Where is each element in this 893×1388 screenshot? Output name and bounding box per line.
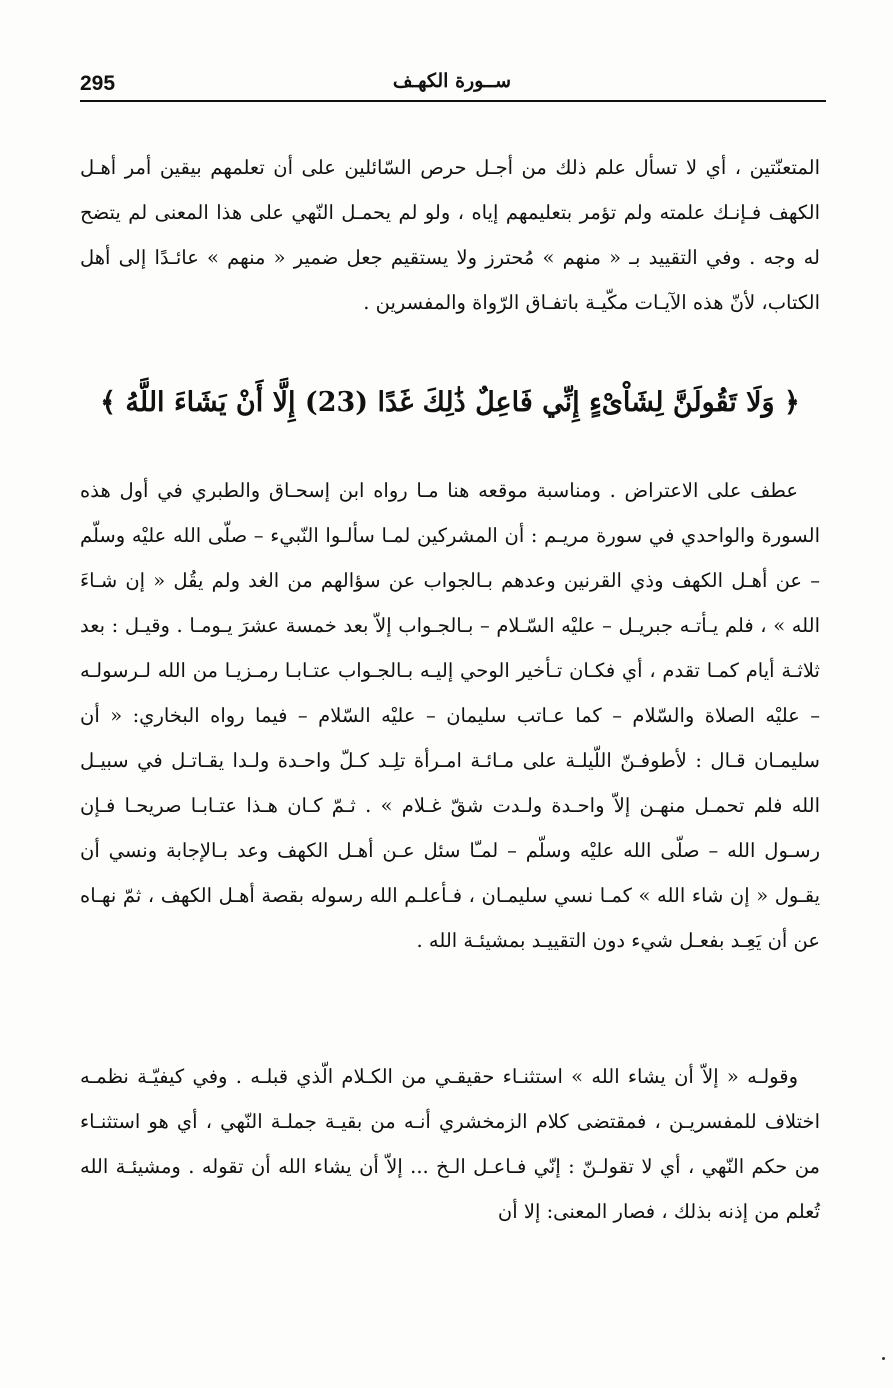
- surah-title: ســورة الكهـف: [392, 70, 512, 92]
- verse-text: وَلَا تَقُولَنَّ لِشَاْىْءٍ إِنِّي فَاعِلٌ ذَٰلِكَ غَدًا: [377, 387, 775, 418]
- running-header: [80, 68, 824, 100]
- closing-text: وقولـه « إلاّ أن يشاء الله » استثنـاء حقيقـي من الكـلام الّذي قبلـه . وفي كيفيّـة نظمـه اختلاف للمفسريـن ، فمقتضى كلام الزمخشري أنـه من بقيـة جملـة النّهي ، أي هو استثنـاء من حكم النّهي ، أي لا تقولـنّ : إنّي فـاعـل الـخ ... إلاّ أن يشاء الله أن تقوله . ومشيئـة الله تُعلم من إذنه بذلك ، فصار المعنى: إلا أن: [80, 1065, 820, 1223]
- quran-verse: [80, 378, 820, 428]
- verse-close-bracket: ﴾: [100, 387, 116, 418]
- header-rule: [80, 100, 826, 102]
- scan-speck: [882, 1357, 885, 1360]
- intro-paragraph: المتعنّتين ، أي لا تسأل علم ذلك من أجـل حرص السّائلين على أن تعلمهم بيقين أمر أهـل الكهف فـإنـك علمته ولم تؤمر بتعليمهم إياه ، ولو لم يحمـل النّهي على هذا المعنى لم يتضح له وجه . وفي التقييد بـ « منهم » مُحترز ولا يستقيم جعل ضمير « منهم » عائـدًا إلى أهل الكتاب، لأنّ هذه الآيـات مكّيـة باتفـاق الرّواة والمفسرين .: [80, 156, 820, 314]
- page-number: 295: [80, 72, 116, 95]
- commentary-paragraph: [80, 468, 820, 963]
- verse-number: (23): [304, 387, 369, 418]
- commentary-text: عطف على الاعتراض . ومناسبة موقعه هنا مـا رواه ابن إسحـاق والطبري في أول هذه السورة والواحدي في سورة مريـم : أن المشركين لمـا سألـوا النّبيء – صلّى الله عليْه وسلّم – عن أهـل الكهف وذي القرنين وعدهم بـالجواب عن سؤالهم من الغد ولم يقُل « إن شـاءَ الله » ، فلم يـأتـه جبريـل – عليْه السّـلام – بـالجـواب إلاّ بعد خمسة عشرَ يـومـا . وقيـل : بعد ثلاثـة أيام كمـا تقدم ، أي فكـان تـأخير الوحي إليـه بـالجـواب عتـابـا رمـزيـا من الله لـرسولـه – عليْه الصلاة والسّلام – كما عـاتب سليمان – عليْه السّلام – فيما رواه البخاري: « أن سليمـان قـال : لأطوفـنّ اللّيلـة على مـائـة امـرأة تلِـد كـلّ واحـدة ولـدا يقـاتـل في سبيـل الله فلم تحمـل منهـن إلاّ واحـدة ولـدت شقّ غـلام » . ثـمّ كـان هـذا عتـابـا صريحـا فـإن رسـول الله – صلّى الله عليْه وسلّم – لمـّا سئل عـن أهـل الكهف وعد بـالإجابة ونسي أن يقـول « إن شاء الله » كمـا نسي سليمـان ، فـأعلـم الله رسوله بقصة أهـل الكهف ، ثمّ نهـاه عن أن يَعِـد بفعـل شيء دون التقييـد بمشيئـة الله .: [80, 479, 820, 952]
- verse-continuation: إِلَّا أَنْ يَشَاءَ اللَّهُ: [125, 387, 296, 418]
- closing-paragraph: [80, 1054, 820, 1234]
- verse-open-bracket: ﴿: [784, 387, 800, 418]
